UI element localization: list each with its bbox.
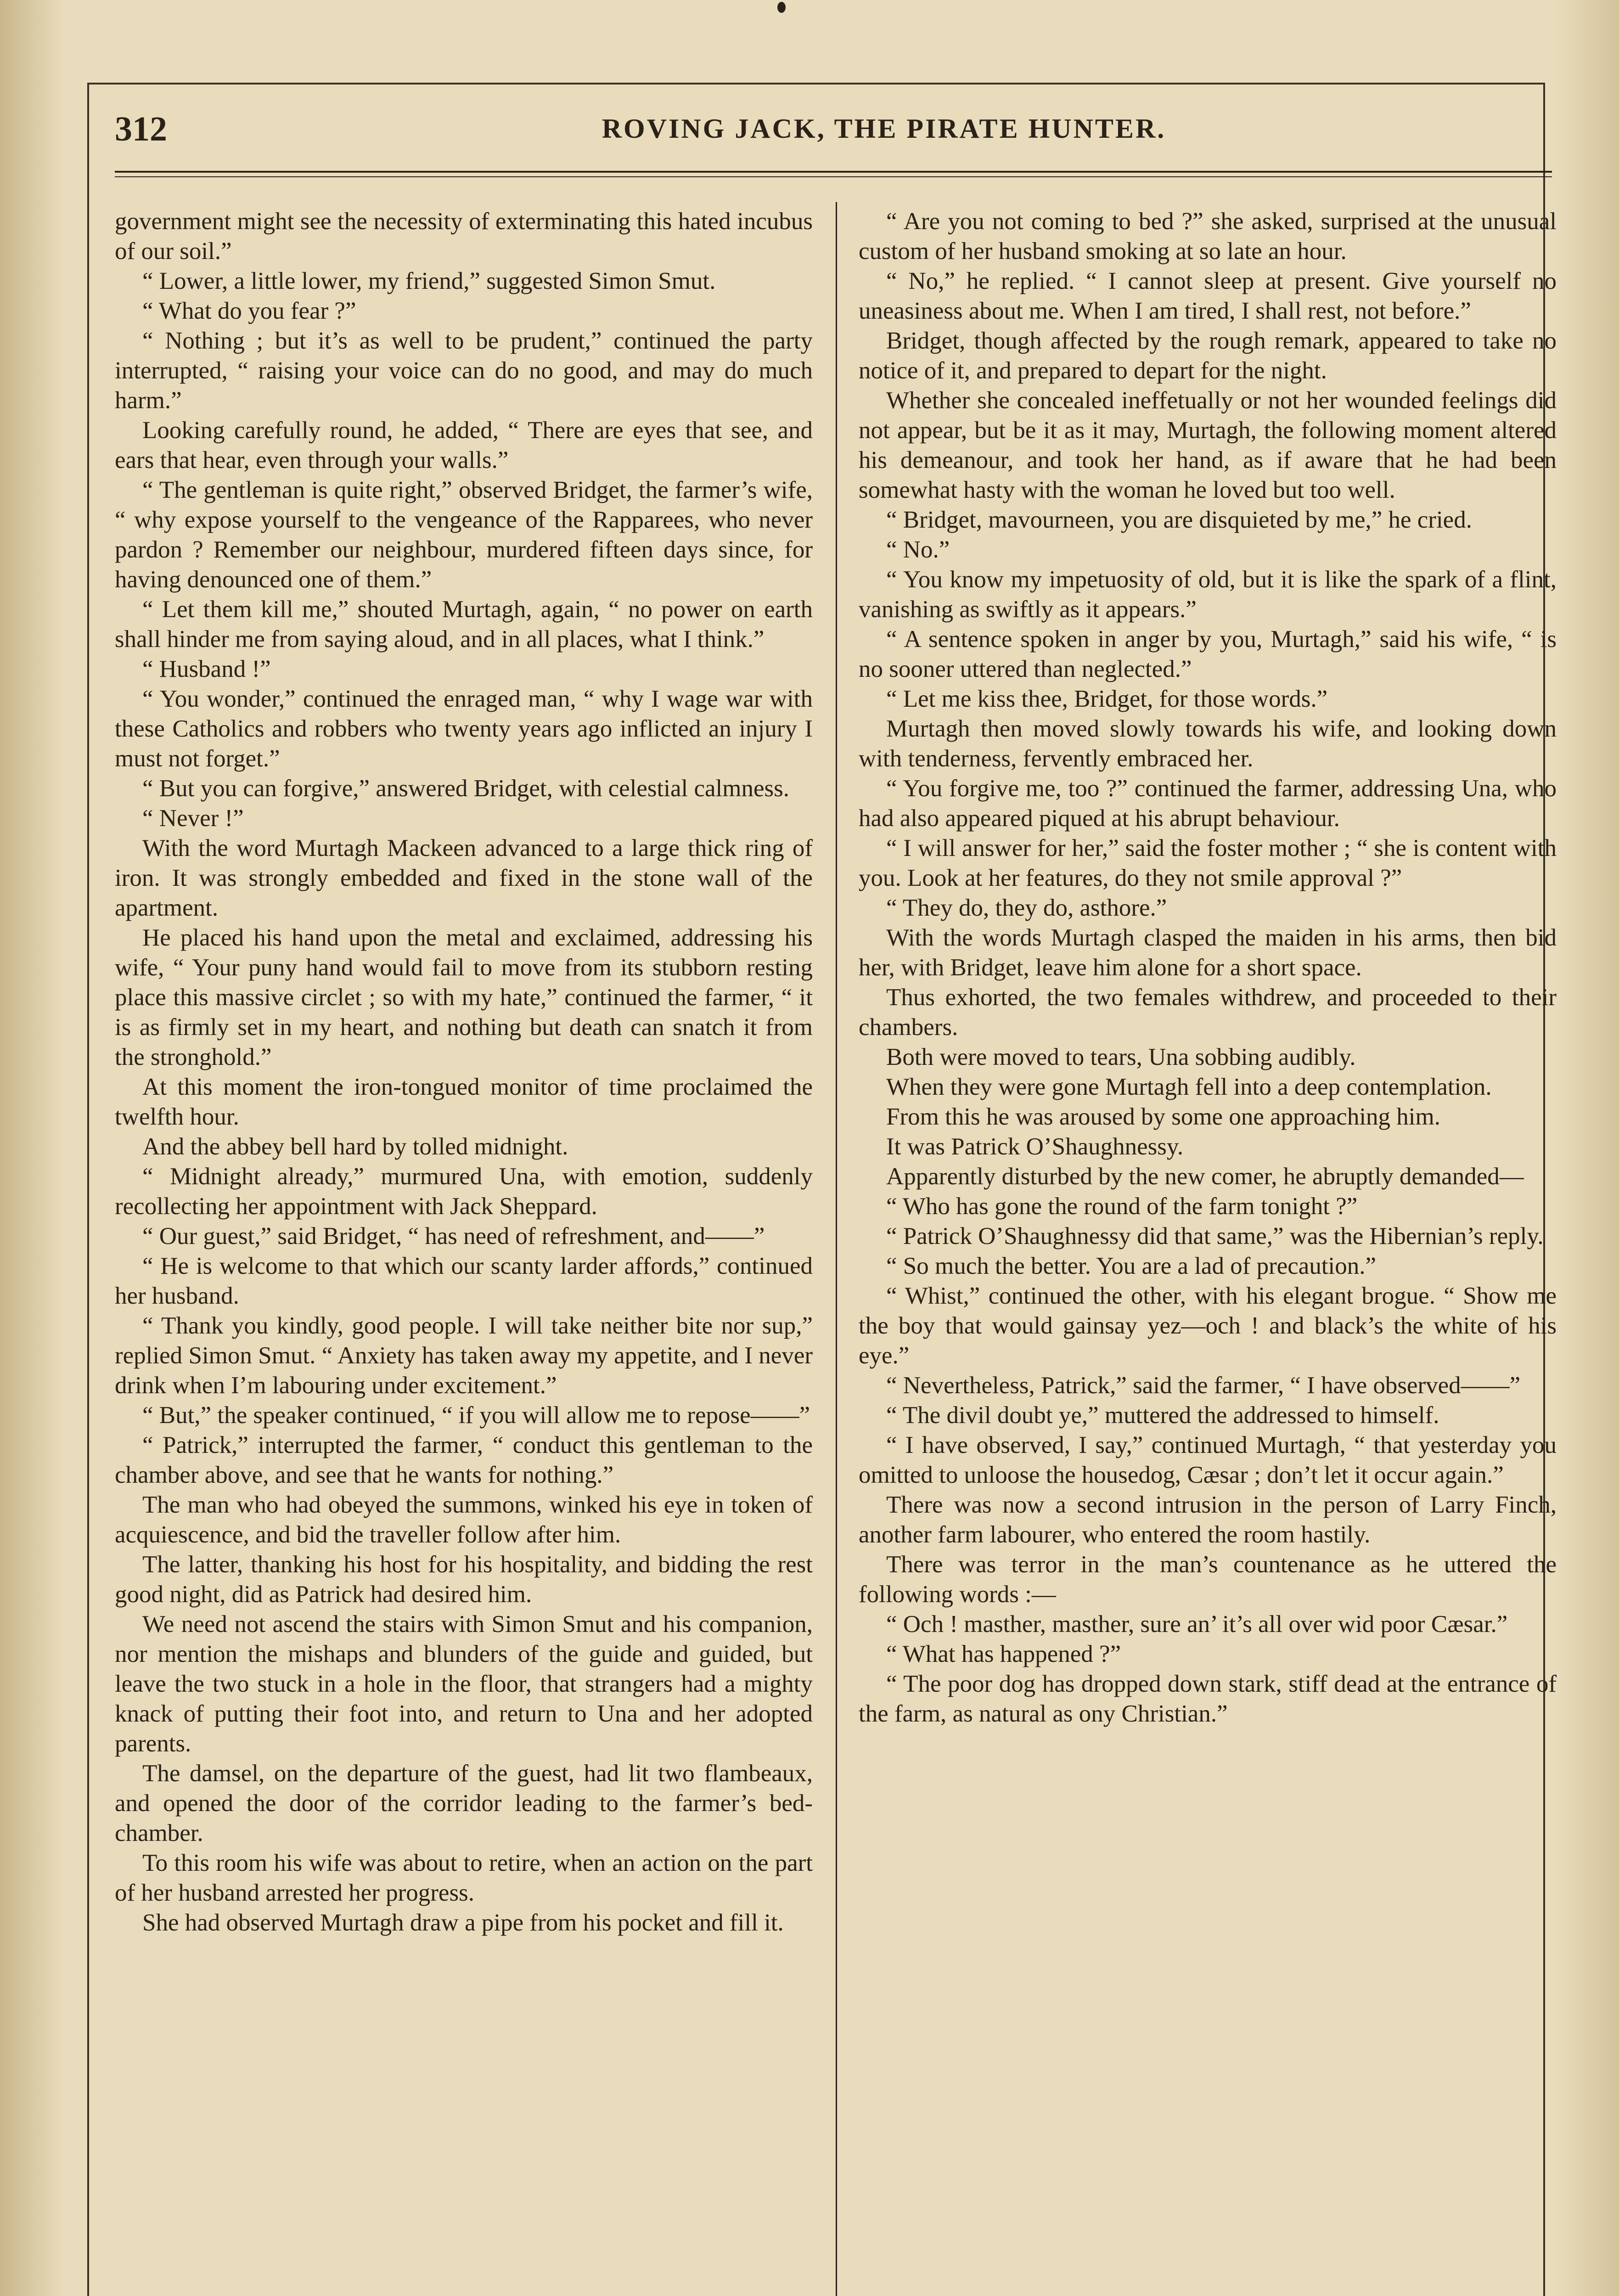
paragraph: We need not ascend the stairs with Simon Smut and his companion, nor mention the mishaps and blunders of the guide and guided, but leave the two stuck in a hole in the floor, that strangers had a mighty knack of putting their foot into, and return to Una and her adopted parents. [115,1611,813,1757]
paragraph: Thus exhorted, the two females withdrew, and proceeded to their chambers. [859,984,1557,1041]
paragraph: “ The divil doubt ye,” muttered the addressed to himself. [886,1402,1439,1429]
paragraph: He placed his hand upon the metal and exclaimed, addressing his wife, “ Your puny hand would fail to move from its stubborn resting place this massive circlet ; so with my hate,” continued the farmer, “ it is as firmly set in my heart, and nothing but death can snatch it from the stronghold.” [115,924,813,1070]
paragraph: “ Husband !” [142,656,271,682]
page-header [115,109,1552,164]
paragraph: “ Our guest,” said Bridget, “ has need of refreshment, and——” [142,1223,765,1249]
paragraph: Bridget, though affected by the rough remark, appeared to take no notice of it, and prepared to depart for the night. [859,327,1557,384]
paragraph: “ What do you fear ?” [142,298,356,324]
paragraph: There was terror in the man’s countenance as he uttered the following words :— [859,1551,1557,1608]
paragraph: To this room his wife was about to retire, when an action on the part of her husband arrested her progress. [115,1850,813,1906]
ink-dot [777,2,786,13]
scan-edge-left [0,0,64,2296]
paragraph: “ He is welcome to that which our scanty larder affords,” continued her husband. [115,1253,813,1309]
paragraph: “ Nevertheless, Patrick,” said the farmer, “ I have observed——” [886,1372,1521,1399]
paragraph: “ I have observed, I say,” continued Murtagh, “ that yesterday you omitted to unloose the housedog, Cæsar ; don’t let it occur again.” [859,1432,1557,1488]
paragraph: Murtagh then moved slowly towards his wife, and looking down with tenderness, fervently embraced her. [859,715,1557,772]
paragraph: With the words Murtagh clasped the maiden in his arms, then bid her, with Bridget, leave him alone for a short space. [859,924,1557,981]
paragraph: “ The poor dog has dropped down stark, stiff dead at the entrance of the farm, as natural as ony Christian.” [859,1671,1557,1727]
paragraph: Both were moved to tears, Una sobbing audibly. [886,1044,1356,1070]
text-column-left [115,207,813,2296]
paragraph: “ The gentleman is quite right,” observed Bridget, the farmer’s wife, “ why expose yourself to the vengeance of the Rapparees, who never pardon ? Remember our neighbour, murdered fifteen days since, for having denounced one of them.” [115,477,813,593]
paragraph: “ Whist,” continued the other, with his elegant brogue. “ Show me the boy that would gainsay yez—och ! and black’s the white of his eye.” [859,1283,1557,1369]
paragraph: With the word Murtagh Mackeen advanced to a large thick ring of iron. It was strongly embedded and fixed in the stone wall of the apartment. [115,835,813,921]
paragraph: “ You know my impetuosity of old, but it is like the spark of a flint, vanishing as swiftly as it appears.” [859,566,1557,623]
paragraph: There was now a second intrusion in the person of Larry Finch, another farm labourer, who entered the room hastily. [859,1491,1557,1548]
paragraph: Looking carefully round, he added, “ There are eyes that see, and ears that hear, even through your walls.” [115,417,813,473]
paragraph: “ Nothing ; but it’s as well to be prudent,” continued the party interrupted, “ raising your voice can do no good, and may do much harm.” [115,327,813,414]
paragraph: She had observed Murtagh draw a pipe from his pocket and fill it. [142,1909,784,1936]
paragraph: government might see the necessity of exterminating this hated incubus of our soil.” [115,208,813,264]
paragraph: “ Thank you kindly, good people. I will take neither bite nor sup,” replied Simon Smut. “ Anxiety has taken away my appetite, and I never drink when I’m labouring under excitement.” [115,1312,813,1399]
paragraph: And the abbey bell hard by tolled midnight. [142,1133,568,1160]
paragraph: “ Who has gone the round of the farm tonight ?” [886,1193,1358,1220]
paragraph: “ Lower, a little lower, my friend,” suggested Simon Smut. [142,268,716,294]
text-column-right [859,207,1557,2296]
paragraph: From this he was aroused by some one approaching him. [886,1103,1440,1130]
paragraph: “ Patrick,” interrupted the farmer, “ conduct this gentleman to the chamber above, and see that he wants for nothing.” [115,1432,813,1488]
scan-edge-right [1555,0,1619,2296]
paragraph: “ They do, they do, asthore.” [886,895,1167,921]
paragraph: “ You wonder,” continued the enraged man, “ why I wage war with these Catholics and robbers who twenty years ago inflicted an injury I must not forget.” [115,686,813,772]
running-title: ROVING JACK, THE PIRATE HUNTER. [602,113,1166,144]
paragraph: When they were gone Murtagh fell into a deep contemplation. [886,1074,1492,1100]
paragraph: “ Let them kill me,” shouted Murtagh, again, “ no power on earth shall hinder me from saying aloud, and in all places, what I think.” [115,596,813,653]
header-rule-thin [115,176,1552,177]
paragraph: “ But,” the speaker continued, “ if you will allow me to repose——” [142,1402,810,1429]
paragraph: “ So much the better. You are a lad of precaution.” [886,1253,1377,1279]
paragraph: “ What has happened ?” [886,1641,1121,1667]
paragraph: Whether she concealed ineffetually or not her wounded feelings did not appear, but be it as it may, Murtagh, the following moment altered his demeanour, and took her hand, as if aware that he had been somewhat hasty with the woman he loved but too well. [859,387,1557,503]
paragraph: The latter, thanking his host for his hospitality, and bidding the rest good night, did as Patrick had desired him. [115,1551,813,1608]
paragraph: “ Och ! masther, masther, sure an’ it’s all over wid poor Cæsar.” [886,1611,1508,1638]
column-divider [836,202,837,2296]
page-number: 312 [115,110,167,148]
paragraph: The man who had obeyed the summons, winked his eye in token of acquiescence, and bid the traveller follow after him. [115,1491,813,1548]
paragraph: “ Are you not coming to bed ?” she asked, surprised at the unusual custom of her husband smoking at so late an hour. [859,208,1557,264]
paragraph: “ Let me kiss thee, Bridget, for those words.” [886,686,1328,712]
paragraph: At this moment the iron-tongued monitor of time proclaimed the twelfth hour. [115,1074,813,1130]
paragraph: “ Never !” [142,805,244,832]
header-rule [115,171,1552,173]
paragraph: “ I will answer for her,” said the foster mother ; “ she is content with you. Look at her features, do they not smile approval ?” [859,835,1557,891]
paragraph: “ But you can forgive,” answered Bridget, with celestial calmness. [142,775,789,802]
paragraph: “ Bridget, mavourneen, you are disquieted by me,” he cried. [886,506,1472,533]
paragraph: “ You forgive me, too ?” continued the farmer, addressing Una, who had also appeared piqued at his abrupt behaviour. [859,775,1557,832]
paragraph: “ No.” [886,536,950,563]
paragraph: It was Patrick O’Shaughnessy. [886,1133,1184,1160]
paragraph: Apparently disturbed by the new comer, he abruptly demanded— [886,1163,1524,1190]
paragraph: “ No,” he replied. “ I cannot sleep at present. Give yourself no uneasiness about me. When I am tired, I shall rest, not before.” [859,268,1557,324]
paragraph: “ Patrick O’Shaughnessy did that same,” was the Hibernian’s reply. [886,1223,1544,1249]
paragraph: The damsel, on the departure of the guest, had lit two flambeaux, and opened the door of the corridor leading to the farmer’s bed-chamber. [115,1760,813,1846]
paragraph: “ A sentence spoken in anger by you, Murtagh,” said his wife, “ is no sooner uttered than neglected.” [859,626,1557,682]
paragraph: “ Midnight already,” murmured Una, with emotion, suddenly recollecting her appointment with Jack Sheppard. [115,1163,813,1220]
